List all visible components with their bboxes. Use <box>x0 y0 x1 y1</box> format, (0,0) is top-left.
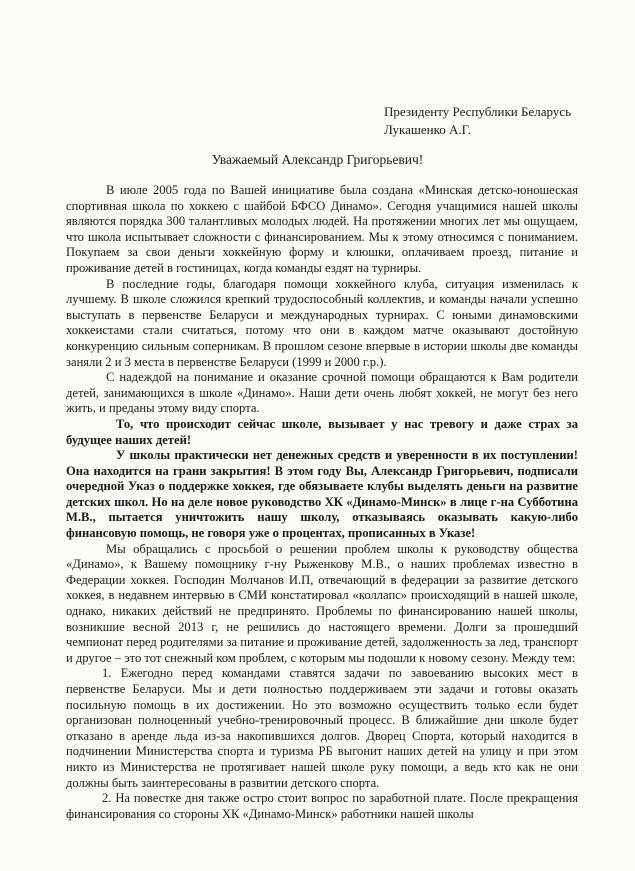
paragraph-parents-appeal: С надеждой на понимание и оказание срочной помощи обращаются к Вам родители детей, занимающихся в школе «Динамо». Наши дети очень любят хоккей, не могут без него жить, и преданы этому виду спорта. <box>66 370 578 416</box>
list-item-salary: 2. На повестке дня также остро стоит вопрос по заработной плате. После прекращения финансирования со стороны ХК «Динамо-Минск» работники нашей школы <box>66 791 578 821</box>
addressee-title: Президенту Республики Беларусь <box>384 104 571 119</box>
list-item-ice-rental: 1. Ежегодно перед командами ставятся задачи по завоеванию высоких мест в первенстве Беларуси. Мы и дети полностью поддерживаем эти задачи и готовы оказать посильную помощь в их достижении. Но это возможно осуществить только если будет организован полноценный учебно-тренировочный процесс. В ближайшие дни школе будет отказано в аренде льда из-за накопившихся долгов. Дворец Спорта, который находится в подчинении Министерства спорта и туризма РБ выгонит наших детей на улицу и при этом никто из Министерства не протягивает нашей школе руку помощи, а ведь кто как не они должны быть заинтересованы в развитии детского спорта. <box>66 666 578 790</box>
salutation: Уважаемый Александр Григорьевич! <box>211 152 424 167</box>
paragraph-concern: То, что происходит сейчас школе, вызывает у нас тревогу и даже страх за будущее наших детей! <box>66 416 578 447</box>
paragraph-school-history: В июле 2005 года по Вашей инициативе была создана «Минская детско-юношеская спортивная школа по хоккею с шайбой БФСО Динамо». Сегодня учащимися нашей школы являются порядка 300 талантливых молодых людей. На протяжении многих лет мы ощущаем, что школа испытывает сложности с финансированием. Мы к этому относимся с пониманием. Покупаем за свои деньги хоккейную форму и клюшки, оплачиваем проезд, питание и проживание детей в гостиницах, когда команды ездят на турниры. <box>66 183 578 275</box>
letter-body <box>66 183 578 822</box>
paragraph-recent-success: В последние годы, благодаря помощи хоккейного клуба, ситуация изменилась к лучшему. В школе сложился крепкий трудоспособный коллектив, и команды начали успешно выступать в первенстве Беларуси и международных турнирах. С юными динамовскими хоккеистами стали считаться, потому что они в каждом матче оказывают достойную конкуренцию сильным соперникам. В прошлом сезоне впервые в истории школы две команды заняли 2 и 3 места в первенстве Беларуси (1999 и 2000 г.р.). <box>66 276 578 369</box>
paragraph-funding-crisis: У школы практически нет денежных средств и уверенности в их поступлении! Она находится на грани закрытия! В этом году Вы, Александр Григорьевич, подписали очередной Указ о поддержке хоккея, где обязываете клубы выделять деньги на развитие детских школ. Но на деле новое руководство ХК «Динамо-Минск» в лице г-на Субботина М.В., пытается уничтожить нашу школу, отказываясь оказывать какую-либо финансовую помощь, не говоря уже о процентах, прописанных в Указе! <box>66 448 578 541</box>
paragraph-appeals-made: Мы обращались с просьбой о решении проблем школы к руководству общества «Динамо», к Вашему помощнику г-ну Рыженкову М.В., о наших проблемах известно в Федерации хоккея. Господин Молчанов И.П, отвечающий в федерации за развитие детского хоккея, в недавнем интервью в СМИ констатировал «коллапс» происходящий в нашей школе, однако, никаких действий не предпринято. Проблемы по финансированию нашей школы, возникшие весной 2013 г, не решились до настоящего времени. Долги за прошедший чемпионат перед родителями за питание и проживание детей, задолженность за лед, транспорт и другое – это тот снежный ком проблем, с которым мы подошли к новому сезону. Между тем: <box>66 541 578 665</box>
addressee-name: Лукашенко А.Г. <box>384 122 471 137</box>
addressee-block <box>384 103 571 139</box>
